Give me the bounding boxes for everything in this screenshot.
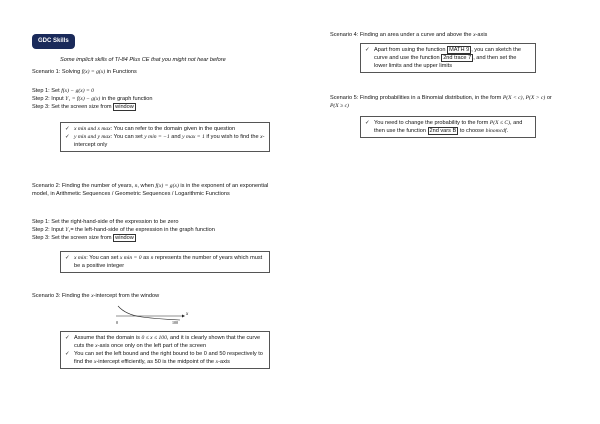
s2-step-1: Step 1: Set the right-hand-side of the expression to be zero: [32, 219, 179, 225]
check-icon: ✓: [365, 47, 370, 53]
s2-tip-box: [60, 251, 270, 273]
s1-title-end: in Functions: [106, 69, 137, 75]
scenario-2-title: Scenario 2: Finding the number of years, n, when f(x) = g(x) is in the exponent of an exponential model, in Arithmetic Sequences / Geometric Sequences / Logarithmic Functions: [32, 183, 269, 198]
scenario-5-title: Scenario 5: Finding probabilities in a Binomial distribution, in the form P(X < c), P(X > c) or P(X ≥ c): [330, 95, 552, 110]
s1-title-text: Scenario 1: Solving: [32, 69, 81, 75]
s3-tip-1: ✓ Assume that the domain is 0 ≤ x ≤ 100, and it is clearly shown that the curve cuts the x-axis once only on the left part of the screen: [65, 335, 261, 350]
s1-step-1: Step 1: Set f(x) − g(x) = 0: [32, 88, 94, 94]
scenario-1-steps: [32, 87, 272, 111]
scenario-3-title: Scenario 3: Finding the x-intercept from the window: [32, 293, 160, 299]
scenario-2-steps: [32, 218, 272, 242]
s4-tip-box: [360, 43, 536, 73]
s2-step-2: Step 2: Input Y₁= the left-hand-side of the expression in the graph function: [32, 227, 215, 234]
gdc-skills-badge: GDC Skills: [32, 34, 75, 49]
s3-tick-100: 100: [172, 320, 178, 325]
s2-tip: ✓ x min: You can set x min = 0 as n represents the number of years which must be a positive integer: [65, 255, 263, 270]
check-icon: ✓: [65, 335, 70, 341]
s3-tick-0: 0: [116, 320, 118, 325]
s2-step-3: Step 3: Set the screen size from window: [32, 235, 134, 242]
s4-tip: ✓ Apart from using the function MATH 9 , you can sketch the curve and use the function 2nd trace 7 , and then set the lower limits and the upper limits: [365, 47, 521, 70]
s3-curve-graph: [108, 304, 192, 326]
s1-step-2: Step 2: Input Y₁ = f(x) − g(x) in the graph function: [32, 96, 153, 103]
s3-curve: [118, 306, 180, 320]
page-subtitle: Some implicit skills of TI-84 Plus CE that you might not hear before: [60, 57, 226, 63]
check-icon: ✓: [65, 351, 70, 358]
s3-tip-box: [60, 331, 270, 369]
s1-tip-box: [60, 122, 270, 152]
scenario-1-title: [32, 68, 137, 76]
s1-tip-2: ✓ y min and y max: You can set y min = −1 and y max = 1 if you wish to find the x-intercept only: [65, 134, 265, 149]
check-icon: ✓: [65, 255, 70, 261]
scenario-4-title: Scenario 4: Finding an area under a curve and above the x-axis: [330, 32, 488, 38]
s3-tip-2: ✓ You can set the left bound and the right bound to be 0 and 50 respectively to find the x-intercept efficiently, as 50 is the midpoint of the x-axis: [65, 351, 263, 366]
s3-axis-label: x: [186, 312, 189, 317]
s3-axis-arrow: [182, 315, 185, 318]
s5-tip: ✓ You need to change the probability to the form P(X ≤ C), and then use the function 2nd vars B to choose binomcdf.: [365, 120, 523, 135]
s5-tip-box: [360, 116, 536, 138]
check-icon: ✓: [365, 120, 370, 126]
check-icon: ✓: [65, 134, 70, 141]
s1-title-math: f(x) = g(x): [81, 69, 106, 75]
s1-step-3: Step 3: Set the screen size from window: [32, 104, 134, 111]
check-icon: ✓: [65, 126, 70, 132]
s1-tip-1: ✓ x min and x max: You can refer to the domain given in the question: [65, 126, 236, 132]
